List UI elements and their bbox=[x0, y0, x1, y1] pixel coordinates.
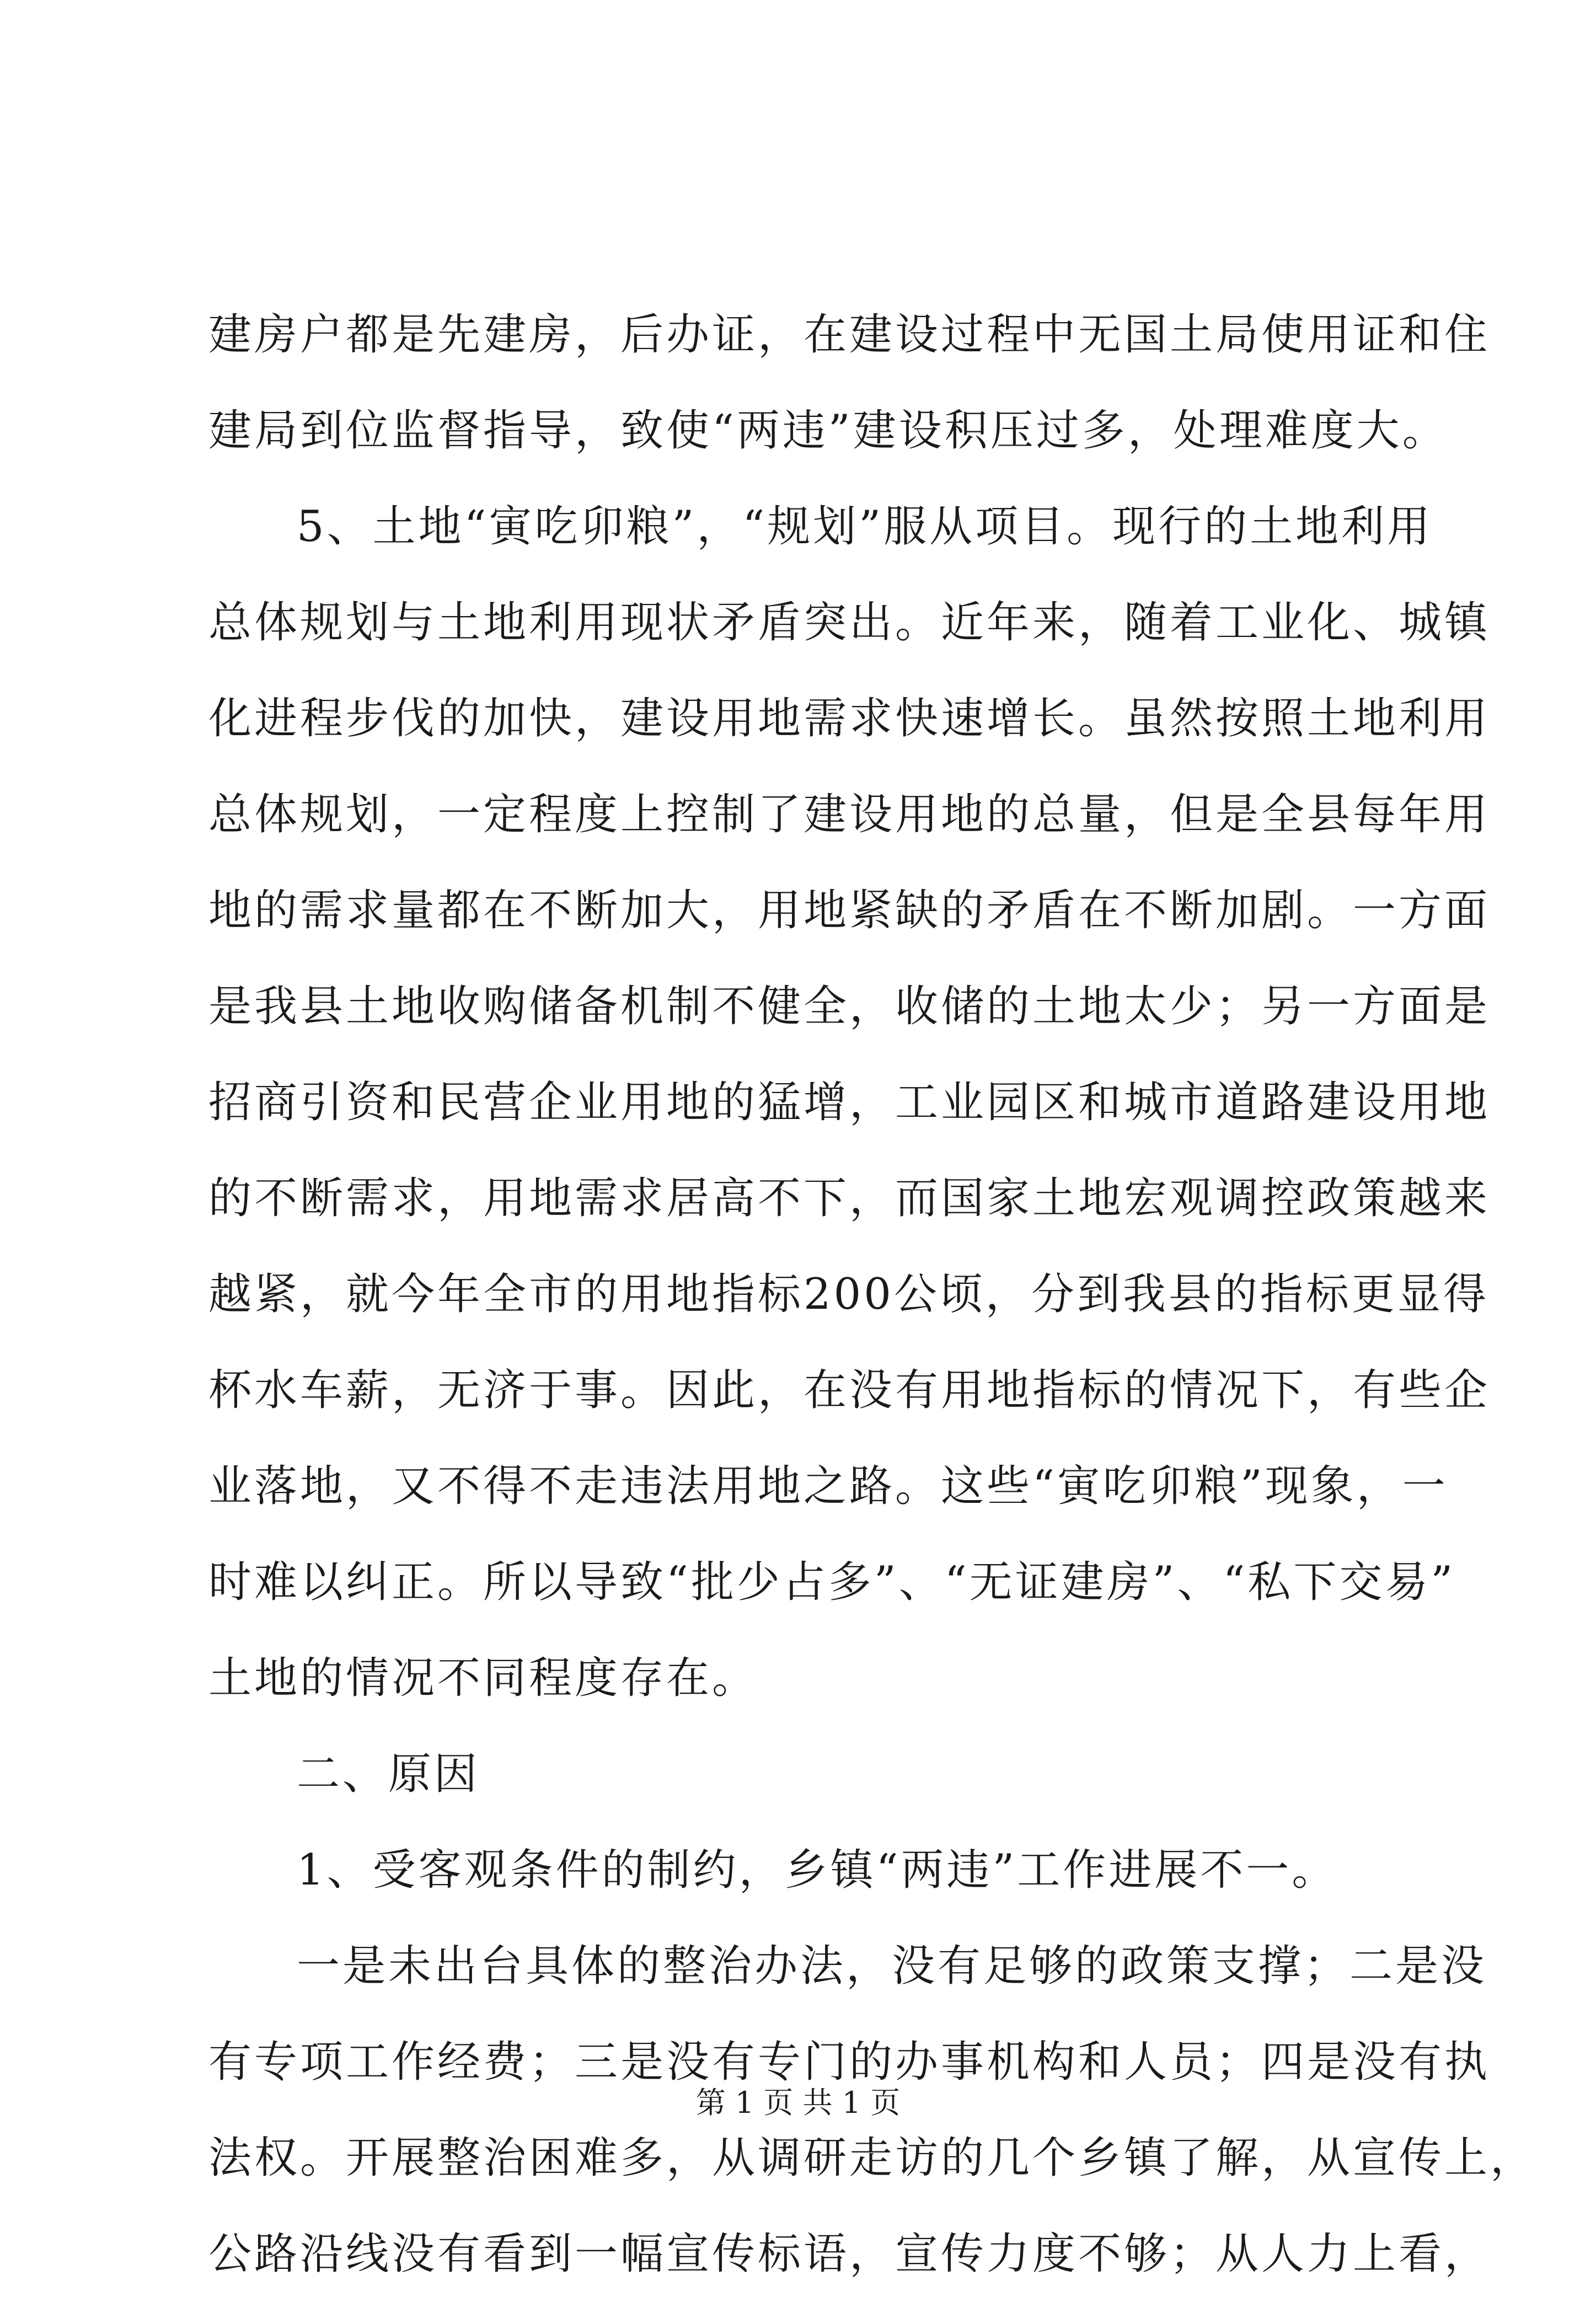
section-heading: 二、原因 bbox=[297, 1749, 480, 1799]
text-line: 总体规划，一定程度上控制了建设用地的总量，但是全县每年用 bbox=[208, 790, 1491, 839]
text-line: 一是未出台具体的整治办法，没有足够的政策支撑；二是没 bbox=[297, 1941, 1487, 1991]
text-line: 法权。开展整治困难多，从调研走访的几个乡镇了解，从宣传上， bbox=[208, 2133, 1536, 2183]
text-line: 建局到位监督指导，致使“两违”建设积压过多，处理难度大。 bbox=[208, 406, 1448, 456]
page-number-footer: 第 1 页 共 1 页 bbox=[695, 2085, 901, 2120]
text-line: 招商引资和民营企业用地的猛增，工业园区和城市道路建设用地 bbox=[208, 1078, 1491, 1127]
text-line: 时难以纠正。所以导致“批少占多”、“无证建房”、“私下交易” bbox=[208, 1557, 1456, 1607]
text-line: 业落地，又不得不走违法用地之路。这些“寅吃卯粮”现象，一 bbox=[208, 1461, 1448, 1511]
text-line: 杯水车薪，无济于事。因此，在没有用地指标的情况下，有些企 bbox=[208, 1366, 1491, 1415]
document-body bbox=[208, 287, 1536, 2302]
text-line: 是我县土地收购储备机制不健全，收储的土地太少；另一方面是 bbox=[208, 982, 1491, 1031]
subsection-heading: 1、受客观条件的制约，乡镇“两违”工作进展不一。 bbox=[297, 1845, 1338, 1895]
text-line: 土地的情况不同程度存在。 bbox=[208, 1653, 758, 1703]
text-line: 的不断需求，用地需求居高不下，而国家土地宏观调控政策越来 bbox=[208, 1174, 1491, 1223]
text-line: 公路沿线没有看到一幅宣传标语，宣传力度不够；从人力上看， bbox=[208, 2229, 1491, 2279]
text-line: 有专项工作经费；三是没有专门的办事机构和人员；四是没有执 bbox=[208, 2037, 1491, 2087]
text-line: 建房户都是先建房，后办证，在建设过程中无国土局使用证和住 bbox=[208, 310, 1491, 360]
text-line: 总体规划与土地利用现状矛盾突出。近年来，随着工业化、城镇 bbox=[208, 598, 1491, 647]
text-line: 5、土地“寅吃卯粮”，“规划”服从项目。现行的土地利用 bbox=[297, 502, 1433, 552]
text-line: 地的需求量都在不断加大，用地紧缺的矛盾在不断加剧。一方面 bbox=[208, 886, 1491, 935]
text-line: 化进程步伐的加快，建设用地需求快速增长。虽然按照土地利用 bbox=[208, 694, 1491, 743]
text-line: 越紧，就今年全市的用地指标200公顷，分到我县的指标更显得 bbox=[208, 1270, 1489, 1319]
